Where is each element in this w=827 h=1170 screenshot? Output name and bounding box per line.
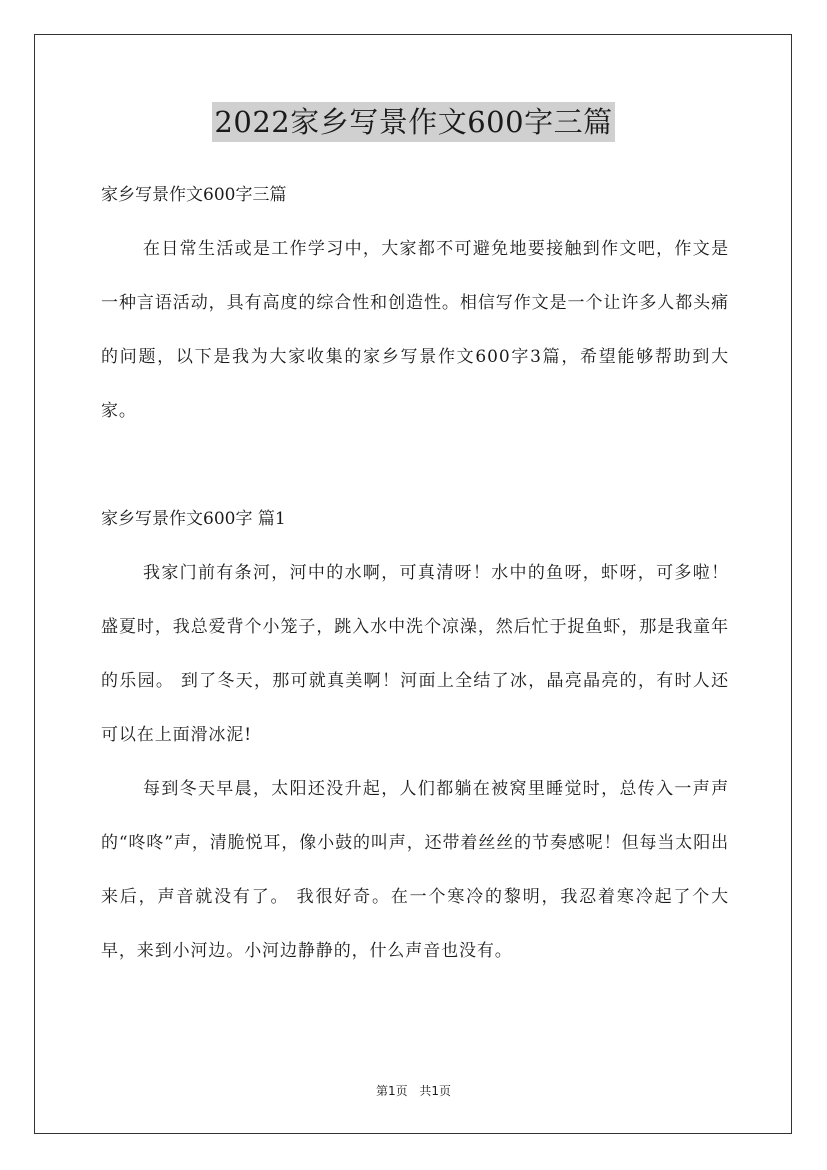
page-number: 第1页 xyxy=(375,1084,408,1098)
document-subtitle: 家乡写景作文600字三篇 xyxy=(101,185,287,205)
intro-paragraph: 在日常生活或是工作学习中，大家都不可避免地要接触到作文吧，作文是一种言语活动，具有高度的综合性和创造性。相信写作文是一个让许多人都头痛的问题，以下是我为大家收集的家乡写景作文600字3篇，希望能够帮助到大家。 xyxy=(101,239,729,421)
document-title-text: 2022家乡写景作文600字三篇 xyxy=(212,102,614,142)
section-heading: 家乡写景作文600字 篇1 xyxy=(101,509,286,529)
body-paragraph: 每到冬天早晨，太阳还没升起，人们都躺在被窝里睡觉时，总传入一声声的“咚咚”声，清脆悦耳，像小鼓的叫声，还带着丝丝的节奏感呢！但每当太阳出来后，声音就没有了。 我很好奇。在一个寒冷的黎明，我忍着寒冷起了个大早，来到小河边。小河边静静的，什么声音也没有。 xyxy=(101,779,729,961)
document-title xyxy=(0,102,827,142)
document-body xyxy=(101,168,729,978)
page-footer xyxy=(0,1082,827,1099)
page-total: 共1页 xyxy=(419,1084,452,1098)
body-paragraph: 我家门前有条河，河中的水啊，可真清呀！水中的鱼呀，虾呀，可多啦！盛夏时，我总爱背个小笼子，跳入水中洗个凉澡，然后忙于捉鱼虾，那是我童年的乐园。 到了冬天，那可就真美啊！河面上全结了冰，晶亮晶亮的，有时人还可以在上面滑冰泥! xyxy=(101,563,729,745)
paragraph-spacer xyxy=(101,438,729,492)
